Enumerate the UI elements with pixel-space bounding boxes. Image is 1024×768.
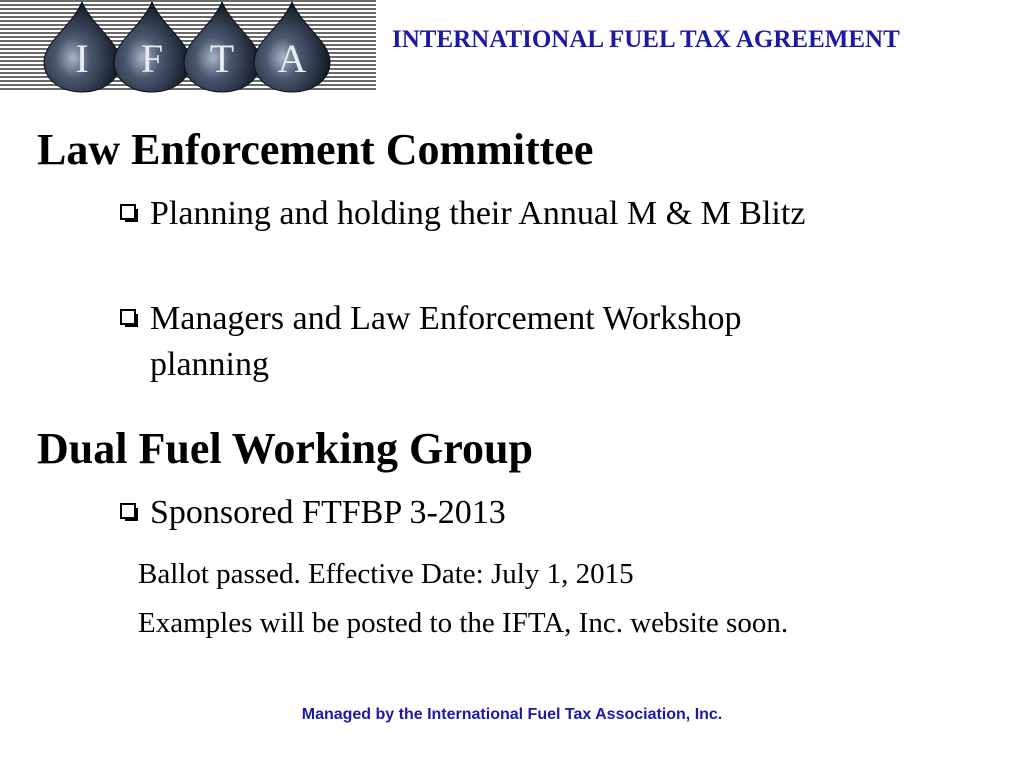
checkbox-bullet-icon xyxy=(120,309,136,325)
logo-letter-i: I xyxy=(75,36,89,81)
logo-letter-a: A xyxy=(277,36,307,81)
logo-letter-t: T xyxy=(209,36,235,81)
bullet-text: Managers and Law Enforcement Workshop planning xyxy=(150,300,742,383)
note-examples: Examples will be posted to the IFTA, Inc. website soon. xyxy=(138,607,789,639)
ifta-logo-graphic xyxy=(0,0,376,94)
section-heading-law-enforcement: Law Enforcement Committee xyxy=(37,125,594,174)
checkbox-bullet-icon xyxy=(120,503,136,519)
logo-letter-f: F xyxy=(140,36,164,81)
header-title: INTERNATIONAL FUEL TAX AGREEMENT xyxy=(392,26,900,53)
note-ballot-passed: Ballot passed. Effective Date: July 1, 2015 xyxy=(138,558,634,590)
bullet-text: Planning and holding their Annual M & M Blitz xyxy=(150,195,806,232)
bullet-item xyxy=(120,191,880,237)
ifta-logo xyxy=(0,0,376,94)
bullet-item xyxy=(120,490,880,536)
checkbox-bullet-icon xyxy=(120,204,136,220)
bullet-text: Sponsored FTFBP 3-2013 xyxy=(150,494,506,531)
footer-text: Managed by the International Fuel Tax Association, Inc. xyxy=(301,706,723,723)
bullet-item xyxy=(120,296,880,388)
section-heading-dual-fuel: Dual Fuel Working Group xyxy=(37,424,533,473)
